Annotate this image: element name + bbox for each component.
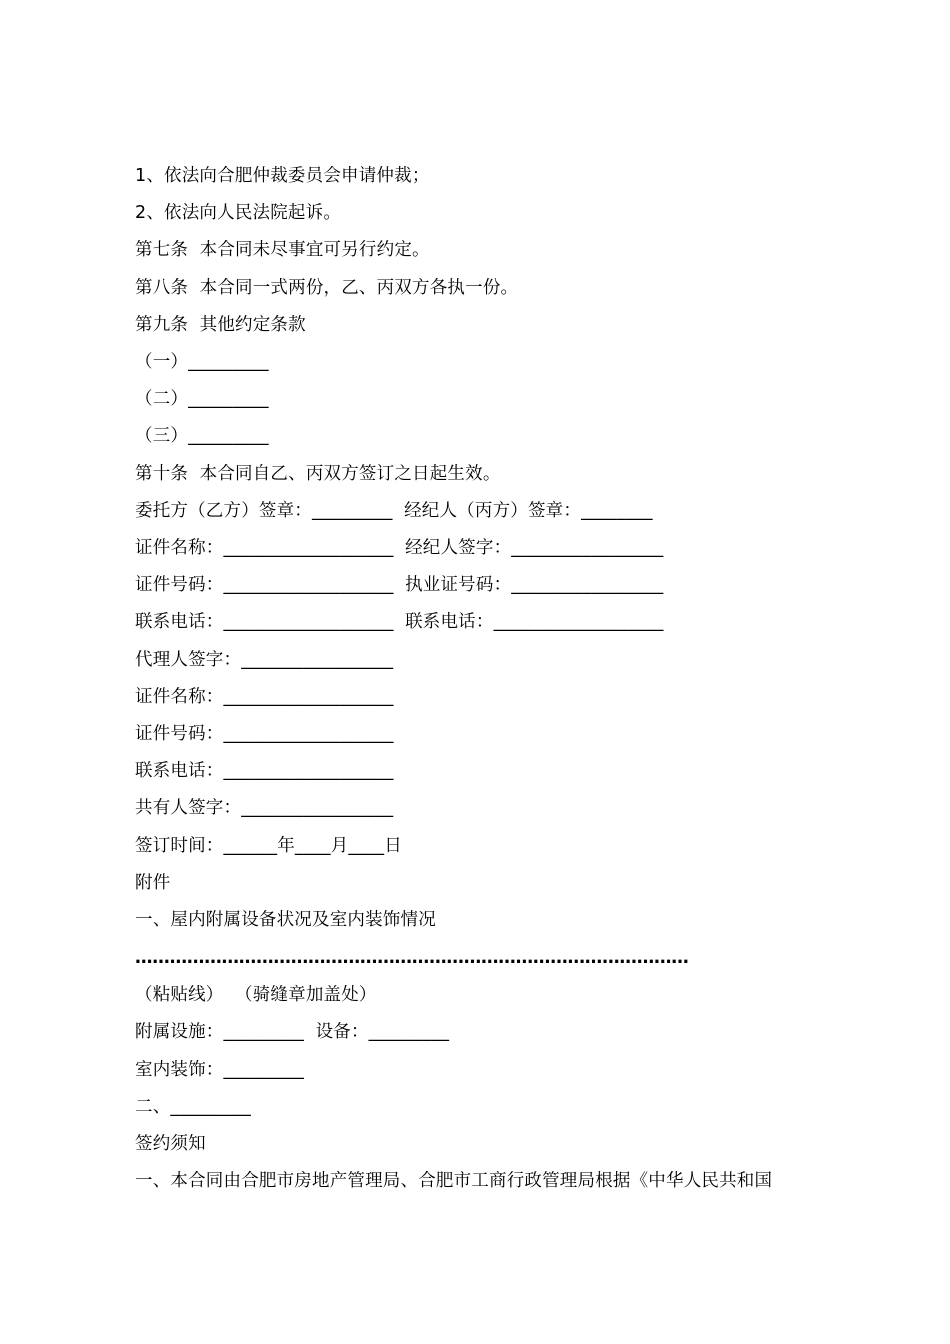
id-number-row: 证件号码：___________________ 执业证号码：_________________ — [135, 575, 664, 595]
agent-id-number-row: 证件号码：___________________ — [135, 724, 394, 744]
other-term-1: （一）_________ — [135, 352, 269, 372]
id-name-row: 证件名称：___________________ 经纪人签字：_________________ — [135, 538, 664, 558]
signing-notice-heading: 签约须知 — [135, 1134, 206, 1154]
dotted-separator: …………………………………………………………………………………… — [135, 948, 689, 968]
article-9: 第九条 其他约定条款 — [135, 315, 306, 335]
article-10: 第十条 本合同自乙、丙双方签订之日起生效。 — [135, 464, 501, 484]
signing-date-row: 签订时间：______年____月____日 — [135, 836, 402, 856]
article-7: 第七条 本合同未尽事宜可另行约定。 — [135, 240, 430, 260]
phone-row: 联系电话：___________________ 联系电话：___________________ — [135, 612, 664, 632]
facilities-row: 附属设施：_________ 设备：_________ — [135, 1022, 450, 1042]
agent-signature-row: 代理人签字：_________________ — [135, 650, 394, 670]
co-owner-signature-row: 共有人签字：_________________ — [135, 798, 394, 818]
paste-line-label: （粘贴线） （骑缝章加盖处） — [135, 985, 377, 1005]
clause-arbitration: 1、依法向合肥仲裁委员会申请仲裁； — [135, 166, 430, 186]
clause-litigation: 2、依法向人民法院起诉。 — [135, 203, 342, 223]
appendix-heading: 附件 — [135, 873, 171, 893]
appendix-section-2: 二、_________ — [135, 1097, 251, 1117]
other-term-2: （二）_________ — [135, 389, 269, 409]
signature-row-principal: 委托方（乙方）签章：_________ 经纪人（丙方）签章：________ — [135, 501, 653, 521]
agent-phone-row: 联系电话：___________________ — [135, 761, 394, 781]
appendix-section-1: 一、屋内附属设备状况及室内装饰情况 — [135, 910, 436, 930]
other-term-3: （三）_________ — [135, 426, 269, 446]
notice-item-1: 一、本合同由合肥市房地产管理局、合肥市工商行政管理局根据《中华人民共和国 — [135, 1171, 773, 1191]
agent-id-name-row: 证件名称：___________________ — [135, 687, 394, 707]
interior-decoration-row: 室内装饰：_________ — [135, 1060, 305, 1080]
article-8: 第八条 本合同一式两份，乙、丙双方各执一份。 — [135, 278, 519, 298]
